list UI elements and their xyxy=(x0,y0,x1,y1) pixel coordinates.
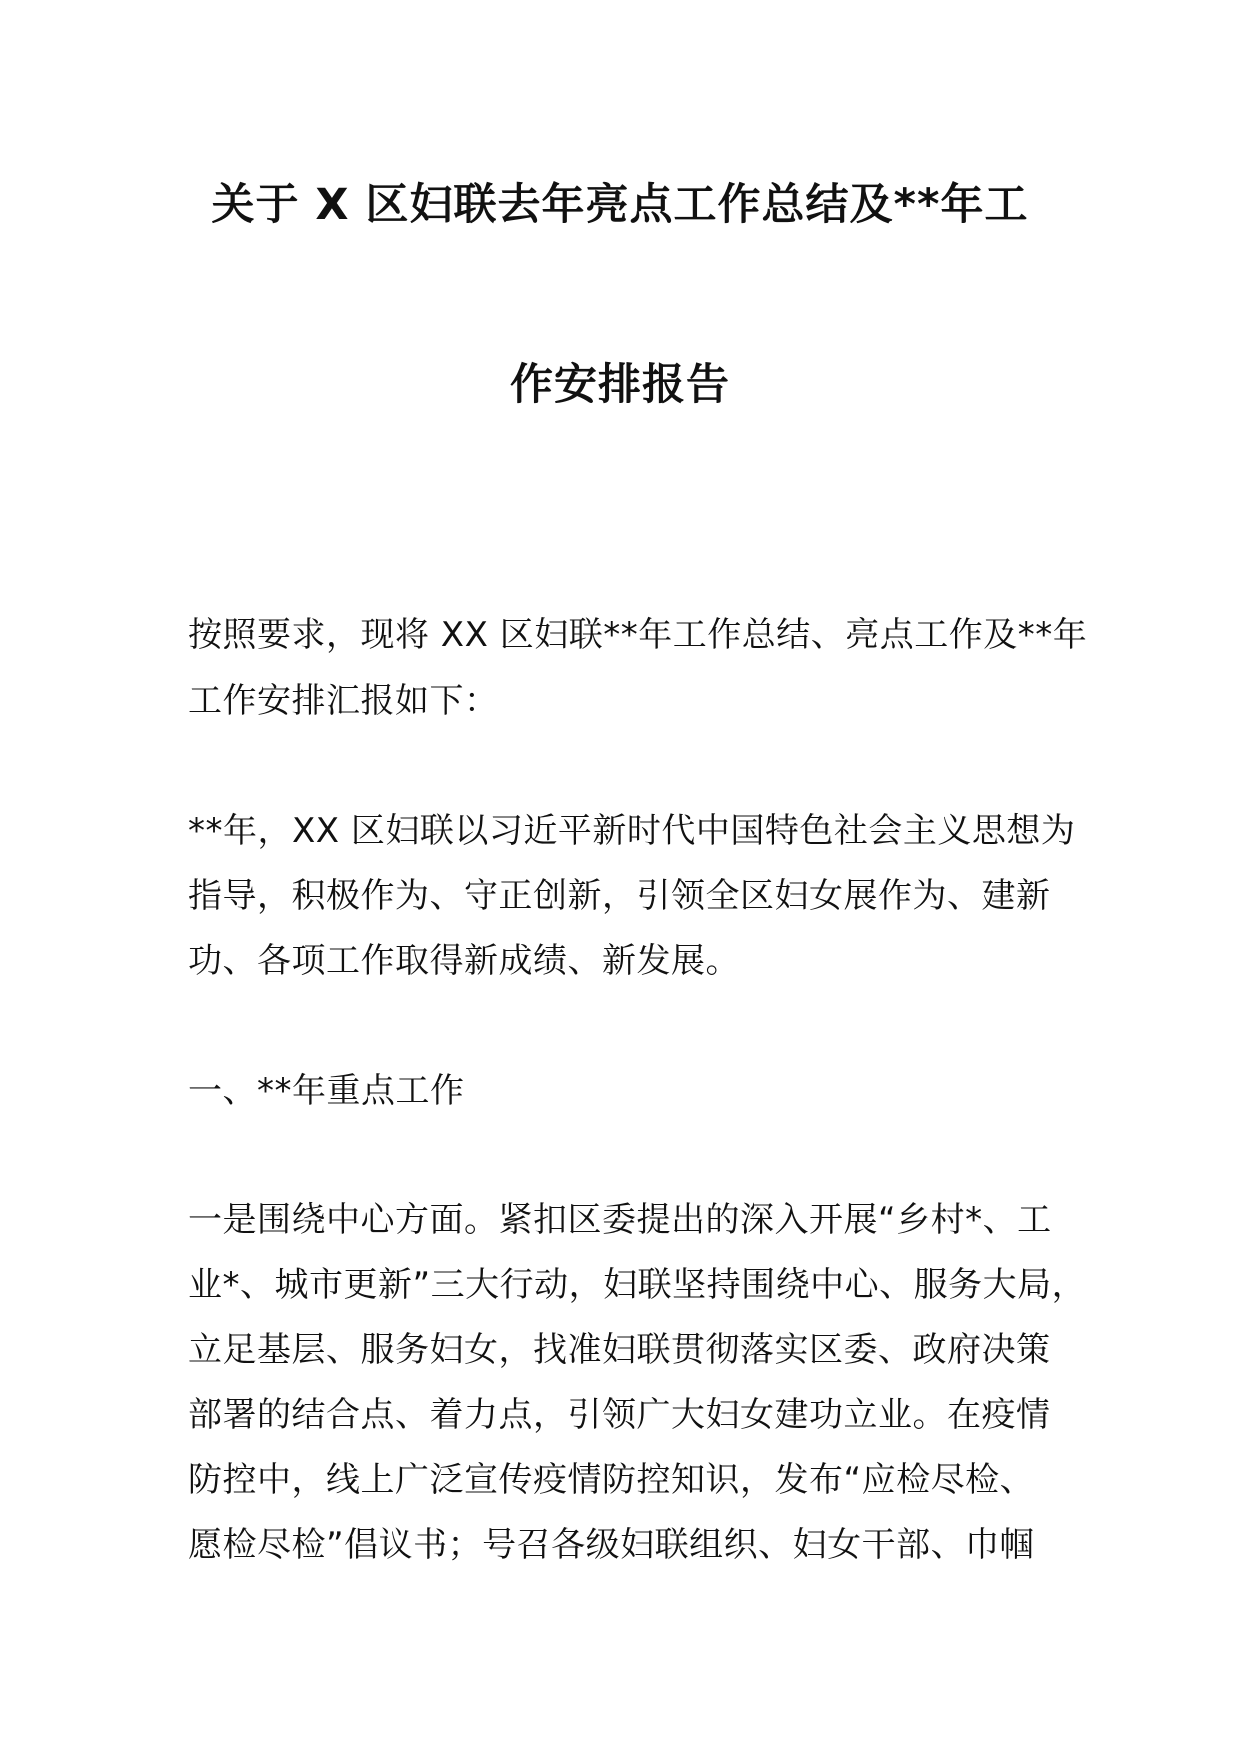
overview-line-2: 指导，积极作为、守正创新，引领全区妇女展作为、建新 xyxy=(188,876,1051,916)
overview-line-3: 功、各项工作取得新成绩、新发展。 xyxy=(188,941,740,981)
section-1-line-1: 一是围绕中心方面。紧扣区委提出的深入开展“乡村*、工 xyxy=(188,1200,1052,1240)
section-1-line-5: 防控中，线上广泛宣传疫情防控知识，发布“应检尽检、 xyxy=(188,1460,1035,1500)
section-1-line-4: 部署的结合点、着力点，引领广大妇女建功立业。在疫情 xyxy=(188,1395,1051,1435)
document-title-line-1: 关于 X 区妇联去年亮点工作总结及**年工 xyxy=(211,180,1029,230)
intro-line-2: 工作安排汇报如下： xyxy=(188,681,499,721)
section-1-line-6: 愿检尽检”倡议书；号召各级妇联组织、妇女干部、巾帼 xyxy=(188,1525,1035,1565)
section-heading: 一、**年重点工作 xyxy=(188,1071,465,1111)
overview-line-1: **年，XX 区妇联以习近平新时代中国特色社会主义思想为 xyxy=(188,811,1076,851)
section-1-line-2: 业*、城市更新”三大行动，妇联坚持围绕中心、服务大局， xyxy=(188,1265,1087,1305)
document-title-line-2: 作安排报告 xyxy=(510,360,730,410)
intro-line-1: 按照要求，现将 XX 区妇联**年工作总结、亮点工作及**年 xyxy=(188,615,1088,655)
section-1-line-3: 立足基层、服务妇女，找准妇联贯彻落实区委、政府决策 xyxy=(188,1330,1051,1370)
